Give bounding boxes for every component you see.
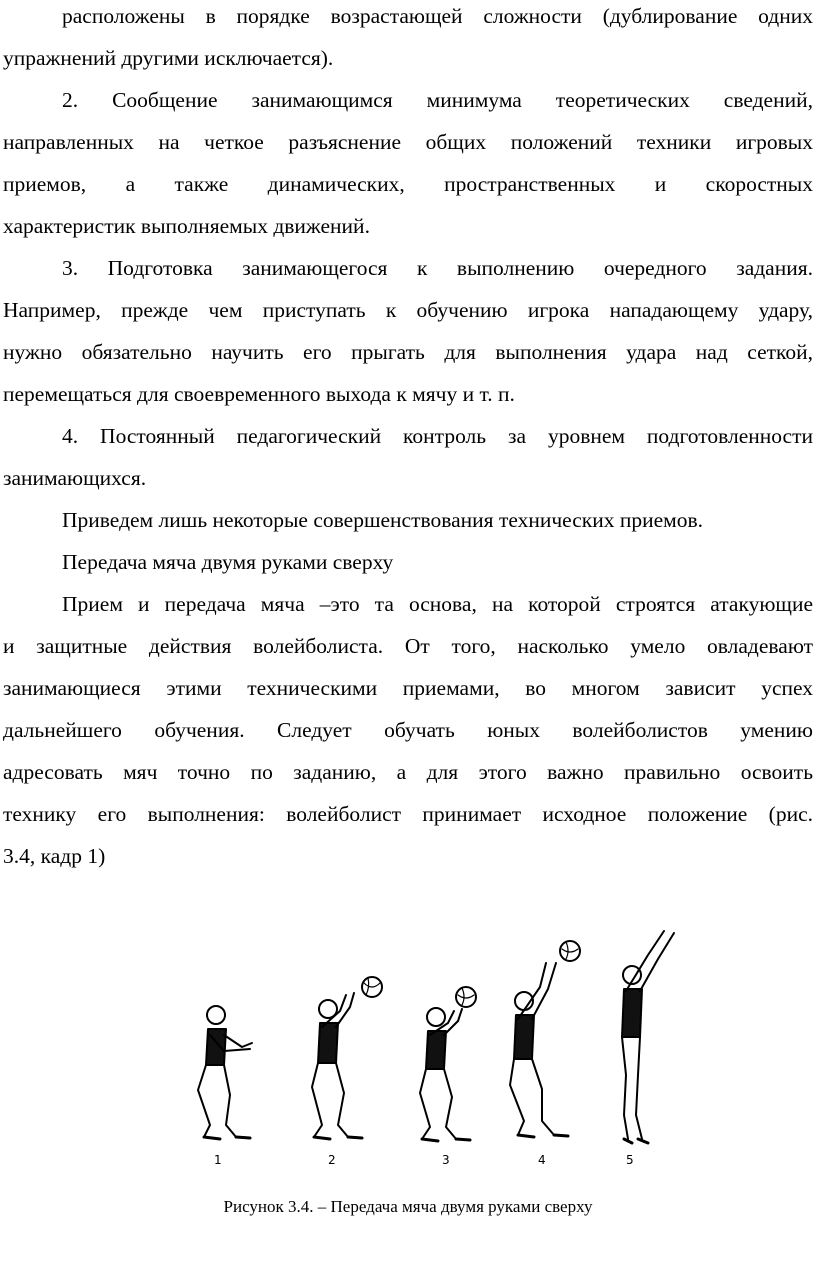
frame-label: 3 — [442, 1153, 450, 1167]
text-line: занимающиеся этими техническими приемами, во многом зависит успех — [3, 676, 813, 700]
text-line: дальнейшего обучения. Следует обучать юных волейболистов умению — [3, 718, 813, 742]
volleyball-player-illustration — [180, 925, 680, 1175]
text-line: Например, прежде чем приступать к обучению игрока нападающему удару, — [3, 298, 813, 322]
text-line: расположены в порядке возрастающей сложности (дублирование одних — [62, 4, 813, 28]
text-line: и защитные действия волейболиста. От того, насколько умело овладевают — [3, 634, 813, 658]
frame-label: 5 — [626, 1153, 634, 1167]
frame-label: 4 — [538, 1153, 546, 1167]
text-line: 3.4, кадр 1) — [3, 844, 106, 868]
text-line: упражнений другими исключается). — [3, 46, 334, 70]
text-line: характеристик выполняемых движений. — [3, 214, 370, 238]
section-heading: Передача мяча двумя руками сверху — [62, 550, 394, 574]
figure-caption: Рисунок 3.4. – Передача мяча двумя руками сверху — [223, 1197, 593, 1216]
frame-label: 1 — [214, 1153, 222, 1167]
text-line: 3. Подготовка занимающегося к выполнению очередного задания. — [62, 256, 813, 280]
player-frame-5 — [622, 931, 674, 1143]
text-line: 2. Сообщение занимающимся минимума теоретических сведений, — [62, 88, 813, 112]
text-line: 4. Постоянный педагогический контроль за уровнем подготовленности — [62, 424, 813, 448]
text-line: технику его выполнения: волейболист принимает исходное положение (рис. — [3, 802, 813, 826]
text-line: приемов, а также динамических, пространственных и скоростных — [3, 172, 813, 196]
text-line: нужно обязательно научить его прыгать для выполнения удара над сеткой, — [3, 340, 813, 364]
text-line: Прием и передача мяча –это та основа, на которой строятся атакующие — [62, 592, 813, 616]
player-frame-2 — [312, 977, 382, 1139]
player-frame-4 — [510, 941, 580, 1137]
text-line: перемещаться для своевременного выхода к мячу и т. п. — [3, 382, 515, 406]
text-line: направленных на четкое разъяснение общих положений техники игровых — [3, 130, 813, 154]
text-line: занимающихся. — [3, 466, 147, 490]
player-frame-3 — [420, 987, 476, 1141]
frame-label: 2 — [328, 1153, 336, 1167]
text-line: Приведем лишь некоторые совершенствования технических приемов. — [62, 508, 704, 532]
text-line: адресовать мяч точно по заданию, а для этого важно правильно освоить — [3, 760, 813, 784]
volleyball-pass-figure — [180, 925, 680, 1175]
player-frame-1 — [198, 1006, 252, 1139]
